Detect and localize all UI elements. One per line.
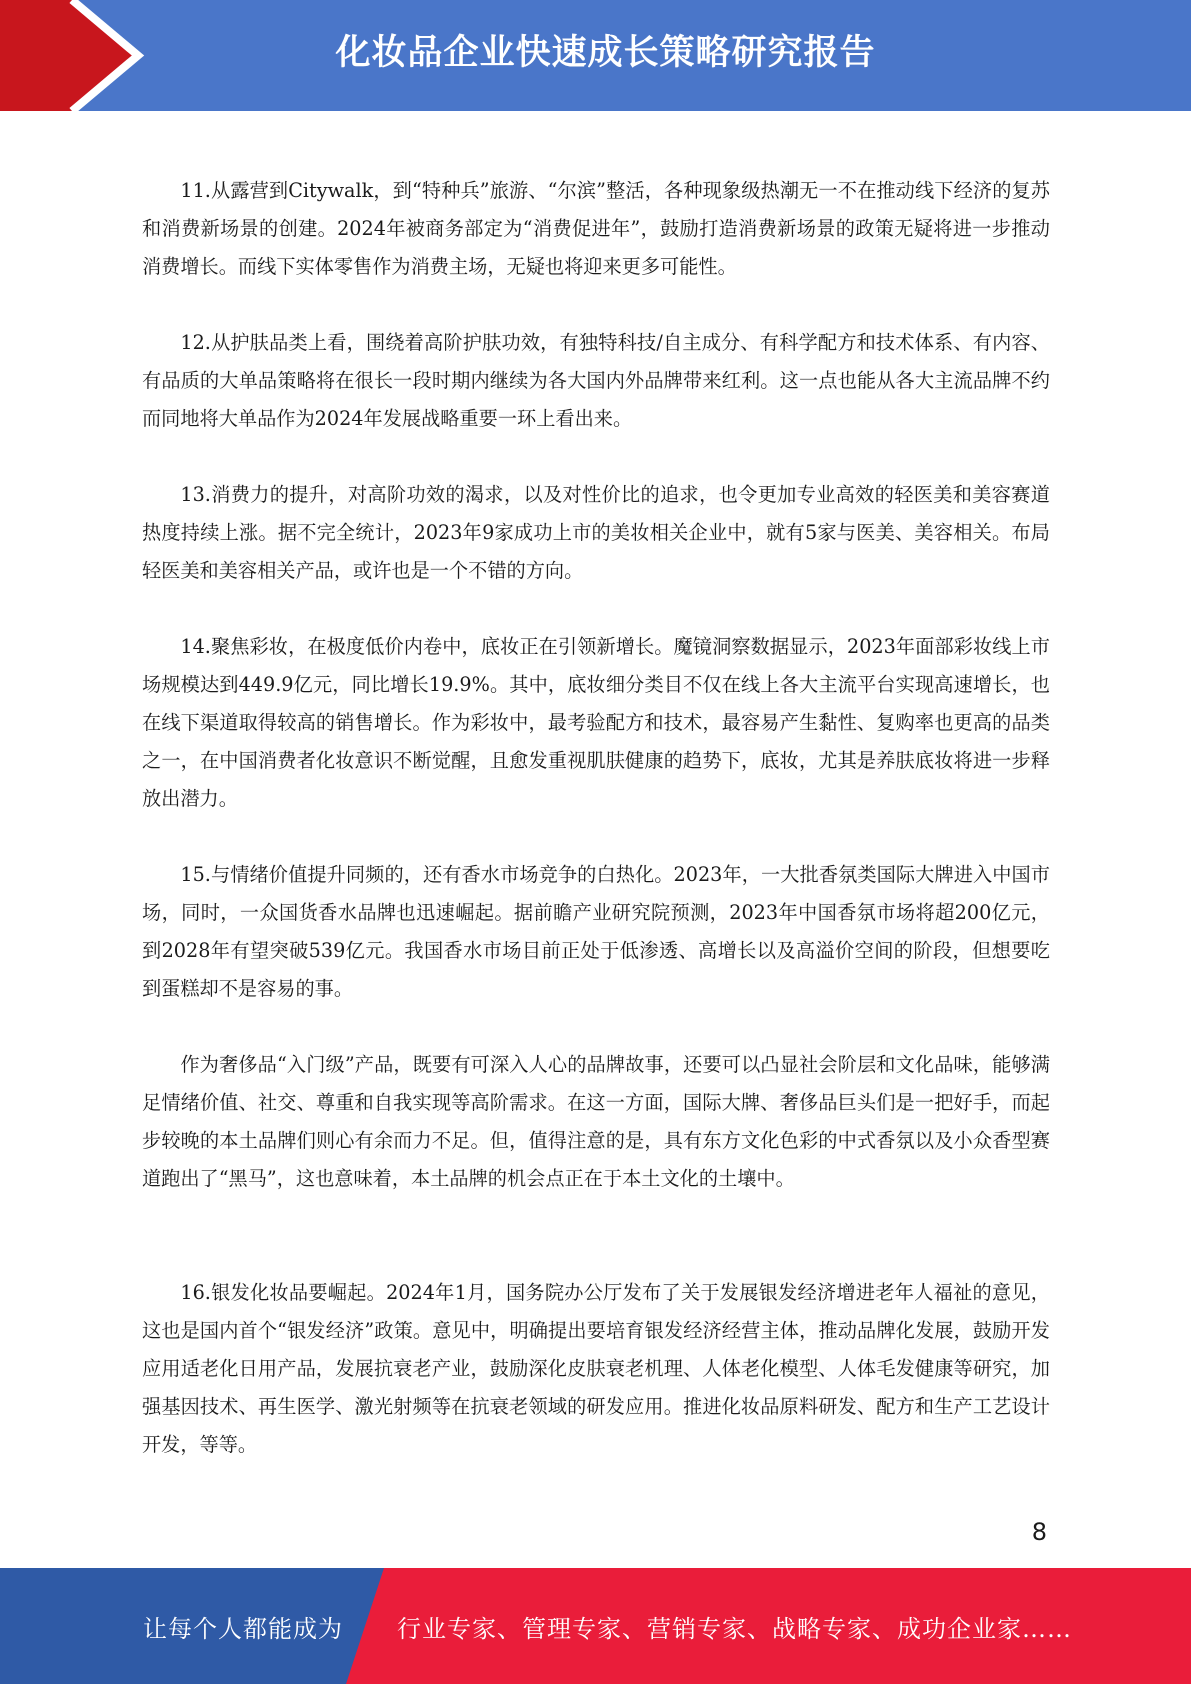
footer-slogan-right: 行业专家、管理专家、营销专家、战略专家、成功企业家…… <box>397 1615 1072 1643</box>
document-body <box>142 172 1050 1464</box>
paragraph-15: 15.与情绪价值提升同频的，还有香水市场竞争的白热化。2023年，一大批香氛类国际大牌进入中国市场，同时，一众国货香水品牌也迅速崛起。据前瞻产业研究院预测，2023年中国香氛市场将超200亿元，到2028年有望突破539亿元。我国香水市场目前正处于低渗透、高增长以及高溢价空间的阶段，但想要吃到蛋糕却不是容易的事。 <box>142 863 1050 1000</box>
paragraph-13: 13.消费力的提升，对高阶功效的渴求，以及对性价比的追求，也令更加专业高效的轻医美和美容赛道热度持续上涨。据不完全统计，2023年9家成功上市的美妆相关企业中，就有5家与医美、美容相关。布局轻医美和美容相关产品，或许也是一个不错的方向。 <box>142 483 1050 582</box>
paragraph-15-continued: 作为奢侈品“入门级”产品，既要有可深入人心的品牌故事，还要可以凸显社会阶层和文化品味，能够满足情绪价值、社交、尊重和自我实现等高阶需求。在这一方面，国际大牌、奢侈品巨头们是一把好手，而起步较晚的本土品牌们则心有余而力不足。但，值得注意的是，具有东方文化色彩的中式香氛以及小众香型赛道跑出了“黑马”，这也意味着，本土品牌的机会点正在于本土文化的土壤中。 <box>142 1053 1050 1190</box>
page-number: 8 <box>1031 1518 1047 1546</box>
paragraph-11: 11.从露营到Citywalk，到“特种兵”旅游、“尔滨”整活，各种现象级热潮无一不在推动线下经济的复苏和消费新场景的创建。2024年被商务部定为“消费促进年”，鼓励打造消费新场景的政策无疑将进一步推动消费增长。而线下实体零售作为消费主场，无疑也将迎来更多可能性。 <box>142 179 1050 278</box>
report-title: 化妆品企业快速成长策略研究报告 <box>335 33 876 73</box>
footer-slogan-left: 让每个人都能成为 <box>143 1615 343 1643</box>
paragraph-16: 16.银发化妆品要崛起。2024年1月，国务院办公厅发布了关于发展银发经济增进老年人福祉的意见，这也是国内首个“银发经济”政策。意见中，明确提出要培育银发经济经营主体，推动品牌化发展，鼓励开发应用适老化日用产品，发展抗衰老产业，鼓励深化皮肤衰老机理、人体老化模型、人体毛发健康等研究，加强基因技术、再生医学、激光射频等在抗衰老领域的研发应用。推进化妆品原料研发、配方和生产工艺设计开发，等等。 <box>142 1281 1050 1456</box>
paragraph-12: 12.从护肤品类上看，围绕着高阶护肤功效，有独特科技/自主成分、有科学配方和技术体系、有内容、有品质的大单品策略将在很长一段时期内继续为各大国内外品牌带来红利。这一点也能从各大主流品牌不约而同地将大单品作为2024年发展战略重要一环上看出来。 <box>142 331 1050 430</box>
paragraph-14: 14.聚焦彩妆，在极度低价内卷中，底妆正在引领新增长。魔镜洞察数据显示，2023年面部彩妆线上市场规模达到449.9亿元，同比增长19.9%。其中，底妆细分类目不仅在线上各大主流平台实现高速增长，也在线下渠道取得较高的销售增长。作为彩妆中，最考验配方和技术，最容易产生黏性、复购率也更高的品类之一，在中国消费者化妆意识不断觉醒，且愈发重视肌肤健康的趋势下，底妆，尤其是养肤底妆将进一步释放出潜力。 <box>142 635 1050 810</box>
page-footer <box>0 1568 1191 1684</box>
page-header <box>0 0 1191 111</box>
